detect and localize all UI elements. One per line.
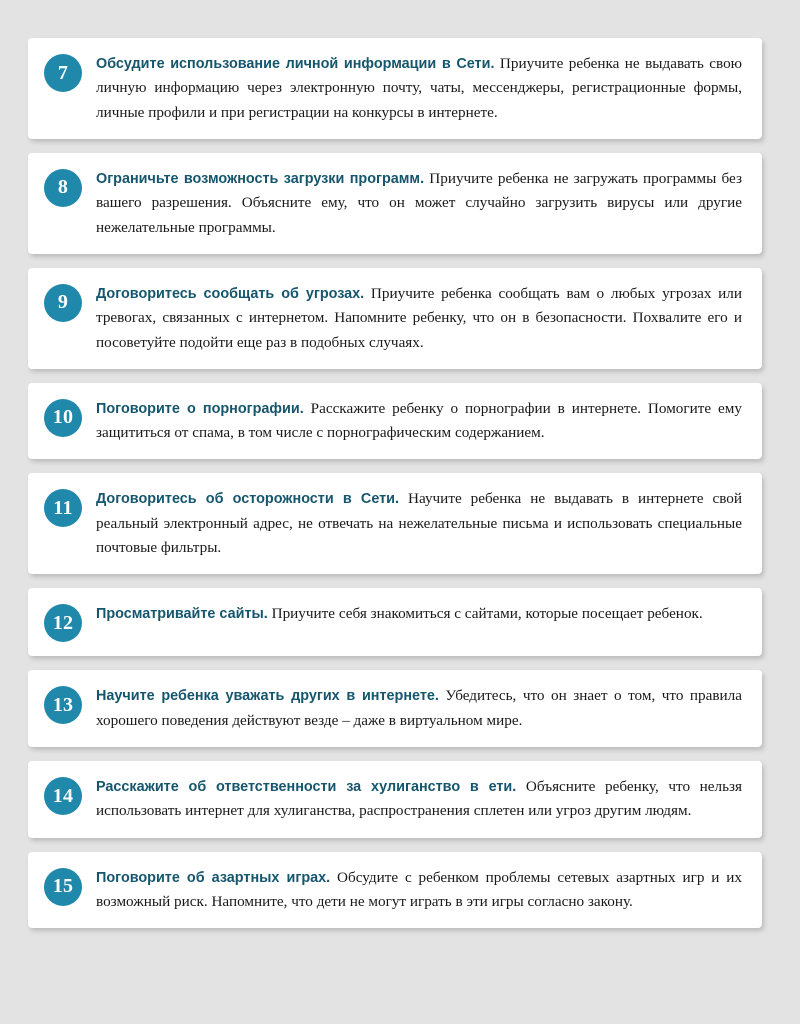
- tip-text: [96, 167, 744, 240]
- tip-card: [28, 383, 762, 460]
- tip-body: Обсудите с ребенком проблемы сетевых азартных игр и их возможный риск. Напомните, что дети не могут играть в эти игры согласно закону.: [96, 868, 742, 910]
- tip-text: [96, 866, 744, 915]
- tip-lead: Просматривайте сайты.: [96, 606, 268, 623]
- tip-lead: Договоритесь об осторожности в Сети.: [96, 491, 400, 508]
- tip-text: [96, 775, 744, 824]
- tip-number-badge: 15: [44, 868, 82, 906]
- tip-body: Научите ребенка не выдавать в интернете свой реальный электронный адрес, не отвечать на нежелательные письма и использовать специальные почтовые фильтры.: [96, 490, 743, 557]
- tip-card: [28, 670, 762, 747]
- tip-body: Приучите ребенка не выдавать свою личную информацию через электронную почту, чаты, мессенджеры, регистрационные формы, личные профили и при регистрации на конкурсы в интернете.: [96, 55, 743, 121]
- tip-lead: Расскажите об ответственности за хулиганство в ети.: [96, 779, 517, 795]
- tip-text: [96, 684, 744, 733]
- tip-text: [96, 397, 744, 446]
- tip-card: [28, 268, 762, 369]
- tip-number-badge: 10: [44, 399, 82, 437]
- tip-number-badge: 13: [44, 686, 82, 724]
- tip-lead: Научите ребенка уважать других в интернете.: [96, 688, 439, 705]
- tip-card: [28, 473, 762, 574]
- tip-body: Объясните ребенку, что нельзя использовать интернет для хулиганства, распространения сплетен или угроз другим людям.: [96, 778, 743, 820]
- tip-lead: Поговорите о порнографии.: [96, 400, 304, 417]
- tip-card: [28, 852, 762, 929]
- tip-number-badge: 7: [44, 54, 82, 92]
- tip-card: [28, 38, 762, 139]
- tip-number-badge: 12: [44, 604, 82, 642]
- tip-lead: Обсудите использование личной информации в Сети.: [96, 56, 495, 72]
- tip-lead: Поговорите об азартных играх.: [96, 869, 331, 886]
- tip-text: [96, 282, 744, 355]
- tip-body: Приучите ребенка не загружать программы без вашего разрешения. Объясните ему, что он может случайно загрузить вирусы или другие нежелательные программы.: [96, 169, 742, 236]
- tip-text: [96, 602, 744, 626]
- tip-lead: Договоритесь сообщать об угрозах.: [96, 285, 365, 302]
- tip-body: Расскажите ребенку о порнографии в интернете. Помогите ему защититься от спама, в том числе с порнографическим содержанием.: [96, 399, 742, 442]
- tip-number-badge: 11: [44, 489, 82, 527]
- tip-lead: Ограничьте возможность загрузки программ.: [96, 170, 425, 187]
- tip-number-badge: 14: [44, 777, 82, 815]
- tip-card: [28, 153, 762, 254]
- tip-text: [96, 52, 744, 125]
- tip-card: [28, 761, 762, 838]
- tip-number-badge: 9: [44, 284, 82, 322]
- tip-body: Приучите ребенка сообщать вам о любых угрозах или тревогах, связанных с интернетом. Напомните ребенку, что он в безопасности. Похвалите его и посоветуйте подойти еще раз в подобных случаях.: [96, 284, 743, 351]
- tip-text: [96, 487, 744, 560]
- tip-body: Убедитесь, что он знает о том, что правила хорошего поведения действуют везде – даже в виртуальном мире.: [96, 687, 742, 729]
- tip-card: [28, 588, 762, 656]
- tip-number-badge: 8: [44, 169, 82, 207]
- tip-body: Приучите себя знакомиться с сайтами, которые посещает ребенок.: [267, 605, 703, 623]
